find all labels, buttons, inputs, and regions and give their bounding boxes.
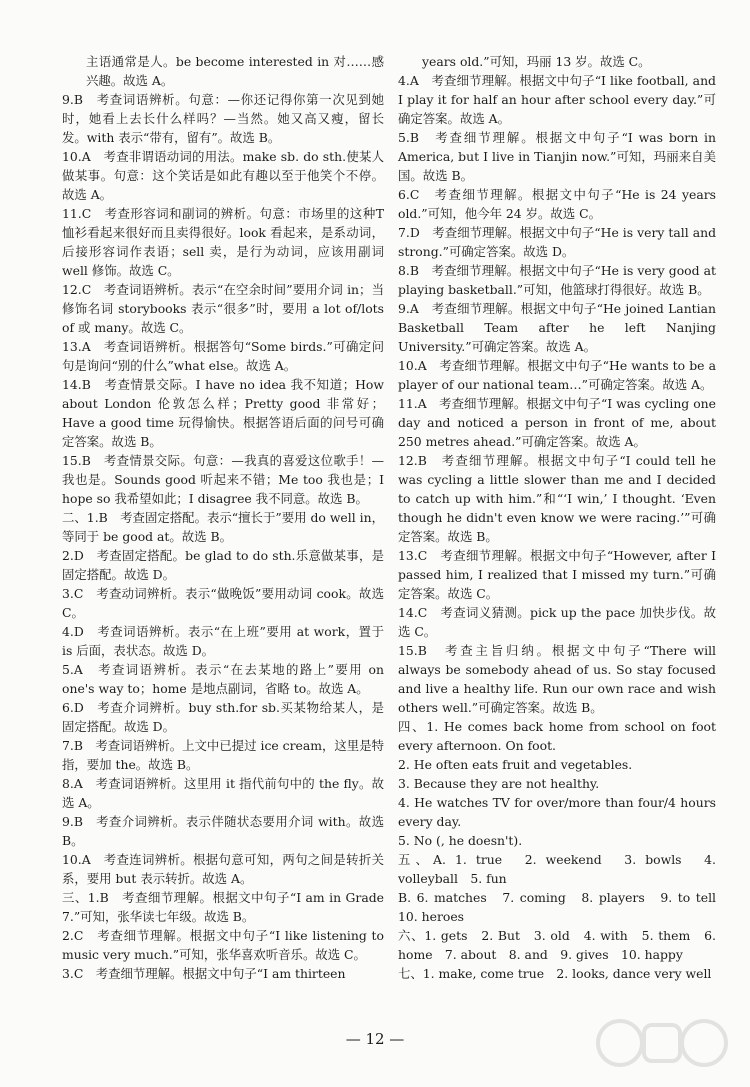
answer-entry	[62, 888, 384, 926]
answer-text: 主语通常是人。be become interested in 对……感兴趣。故选 A。	[86, 54, 384, 88]
right-column	[398, 52, 729, 983]
answer-text: 6.C 考查细节理解。根据文中句子“He is 24 years old.”可知，他今年 24 岁。故选 C。	[398, 187, 716, 221]
answer-entry	[398, 128, 716, 185]
watermark-logo	[592, 1015, 732, 1077]
answer-entry	[398, 774, 716, 793]
answer-entry	[398, 71, 716, 128]
answer-text: 13.A 考查词语辨析。根据答句“Some birds.”可确定问句是询问“别的什么”what else。故选 A。	[62, 339, 384, 373]
answer-text: 9.A 考查细节理解。根据文中句子“He joined Lantian Basketball Team after he left Nanjing University.”可确定答案。故选 A。	[398, 301, 716, 354]
answer-text: 10.A 考查连词辨析。根据句意可知，两句之间是转折关系，要用 but 表示转折。故选 A。	[62, 852, 384, 886]
answer-entry	[62, 280, 384, 337]
answer-text: 10.A 考查非谓语动词的用法。make sb. do sth.使某人做某事。句意：这个笑话是如此有趣以至于他笑个不停。故选 A。	[62, 149, 384, 202]
answer-entry	[398, 451, 716, 546]
answer-entry	[398, 546, 716, 603]
answer-entry	[398, 52, 716, 71]
answer-entry	[62, 622, 384, 660]
answer-text: 7.B 考查词语辨析。上文中已提过 ice cream，这里是特指，要加 the。故选 B。	[62, 738, 384, 772]
answer-text: 13.C 考查细节理解。根据文中句子“However, after I passed him, I realized that I missed my turn.”可确定答案。故选 C。	[398, 548, 716, 601]
answer-entry	[398, 356, 716, 394]
answer-text: 七、1. make, come true 2. looks, dance very well	[398, 966, 712, 981]
answer-entry	[62, 698, 384, 736]
answer-entry	[62, 964, 384, 983]
answer-entry	[62, 774, 384, 812]
answer-entry	[398, 964, 716, 983]
answer-entry	[62, 204, 384, 280]
answer-text: 3. Because they are not healthy.	[398, 776, 600, 791]
answer-text: 3.C 考查动词辨析。表示“做晚饭”要用动词 cook。故选 C。	[62, 586, 384, 620]
answer-text: 六、1. gets 2. But 3. old 4. with 5. them 6. home 7. about 8. and 9. gives 10. happy	[398, 928, 716, 962]
answer-entry	[398, 223, 716, 261]
answer-text: 4. He watches TV for over/more than four/4 hours every day.	[398, 795, 716, 829]
answer-text: 5.B 考查细节理解。根据文中句子“I was born in America, but I live in Tianjin now.”可知，玛丽来自美国。故选 B。	[398, 130, 716, 183]
answer-text: 15.B 考查主旨归纳。根据文中句子“There will always be somebody ahead of us. So stay focused and live a healthy life. Run our own race and wish others well.”可确定答案。故选 B。	[398, 643, 716, 715]
answer-entry	[398, 831, 716, 850]
answer-entry	[398, 185, 716, 223]
answer-text: 二、1.B 考查固定搭配。表示“擅长于”要用 do well in，等同于 be good at。故选 B。	[62, 510, 384, 544]
answer-text: 14.C 考查词义猜测。pick up the pace 加快步伐。故选 C。	[398, 605, 716, 639]
answer-text: 5. No (, he doesn't).	[398, 833, 523, 848]
answer-entry	[398, 793, 716, 831]
answer-text: 3.C 考查细节理解。根据文中句子“I am thirteen	[62, 966, 346, 981]
answer-entry	[398, 299, 716, 356]
answer-entry	[398, 603, 716, 641]
page-number: — 12 —	[345, 1030, 405, 1048]
answer-text: 10.A 考查细节理解。根据文中句子“He wants to be a player of our national team…”可确定答案。故选 A。	[398, 358, 716, 392]
answer-text: 15.B 考查情景交际。句意：—我真的喜爱这位歌手！—我也是。Sounds good 听起来不错；Me too 我也是；I hope so 我希望如此；I disagree 我不同意。故选 B。	[62, 453, 384, 506]
answer-text: B. 6. matches 7. coming 8. players 9. to tell 10. heroes	[398, 890, 729, 924]
answer-text: 5.A 考查词语辨析。表示“在去某地的路上”要用 on one's way to；home 是地点副词，省略 to。故选 A。	[62, 662, 384, 696]
answer-entry	[62, 584, 384, 622]
answer-text: 4.D 考查词语辨析。表示“在上班”要用 at work，置于 is 后面，表状态。故选 D。	[62, 624, 384, 658]
answer-text: years old.”可知，玛丽 13 岁。故选 C。	[422, 54, 651, 69]
answer-entry	[62, 147, 384, 204]
answer-text: 8.B 考查细节理解。根据文中句子“He is very good at playing basketball.”可知，他篮球打得很好。故选 B。	[398, 263, 716, 297]
answer-entry	[62, 375, 384, 451]
answer-text: 四、1. He comes back home from school on foot every afternoon. On foot.	[398, 719, 716, 753]
answer-entry	[62, 508, 384, 546]
answer-entry	[62, 90, 384, 147]
answer-entry	[398, 755, 716, 774]
answer-text: 三、1.B 考查细节理解。根据文中句子“I am in Grade 7.”可知，张华读七年级。故选 B。	[62, 890, 384, 924]
answer-entry	[62, 337, 384, 375]
answer-entry	[398, 717, 716, 755]
answer-entry	[62, 660, 384, 698]
answer-text: 2.D 考查固定搭配。be glad to do sth.乐意做某事，是固定搭配。故选 D。	[62, 548, 384, 582]
answer-entry	[62, 736, 384, 774]
answer-text: 4.A 考查细节理解。根据文中句子“I like football, and I play it for half an hour after school every day.”可确定答案。故选 A。	[398, 73, 716, 126]
answer-entry	[398, 394, 716, 451]
answer-entry	[398, 888, 729, 926]
answer-text: 11.C 考查形容词和副词的辨析。句意：市场里的这种T恤衫看起来很好而且卖得很好。look 看起来，是系动词，后接形容词作表语；sell 卖，是行为动词，应该用副词 well 修饰。故选 C。	[62, 206, 384, 278]
answer-text: 11.A 考查细节理解。根据文中句子“I was cycling one day and noticed a person in front of me, about 250 metres ahead.”可确定答案。故选 A。	[398, 396, 716, 449]
answer-entry	[62, 850, 384, 888]
answer-entry	[398, 850, 716, 888]
answer-entry	[62, 451, 384, 508]
answer-text: 12.B 考查细节理解。根据文中句子“I could tell he was cycling a little slower than me and I decided to catch up with him.”和“‘I win,’ I thought. ‘Even though he didn't even know we were racing.’”可确定答案。故选 B。	[398, 453, 716, 544]
answer-entry	[62, 52, 384, 90]
left-column	[62, 52, 384, 983]
answer-text: 2.C 考查细节理解。根据文中句子“I like listening to music very much.”可知，张华喜欢听音乐。故选 C。	[62, 928, 384, 962]
answer-text: 2. He often eats fruit and vegetables.	[398, 757, 633, 772]
answer-text: 9.B 考查介词辨析。表示伴随状态要用介词 with。故选 B。	[62, 814, 384, 848]
answer-text: 7.D 考查细节理解。根据文中句子“He is very tall and strong.”可确定答案。故选 D。	[398, 225, 716, 259]
answer-text: 9.B 考查词语辨析。句意：—你还记得你第一次见到她时，她看上去长什么样吗？—当然。她又高又瘦，留长发。with 表示“带有，留有”。故选 B。	[62, 92, 384, 145]
answer-entry	[398, 926, 716, 964]
answer-entry	[398, 641, 716, 717]
answer-text: 14.B 考查情景交际。I have no idea 我不知道；How about London 伦敦怎么样；Pretty good 非常好；Have a good time 玩得愉快。根据答语后面的问号可确定答案。故选 B。	[62, 377, 384, 449]
answer-text: 6.D 考查介词辨析。buy sth.for sb.买某物给某人，是固定搭配。故选 D。	[62, 700, 384, 734]
answer-entry	[62, 546, 384, 584]
answer-text: 8.A 考查词语辨析。这里用 it 指代前句中的 the fly。故选 A。	[62, 776, 384, 810]
answer-text: 12.C 考查词语辨析。表示“在空余时间”要用介词 in；当修饰名词 storybooks 表示“很多”时，要用 a lot of/lots of 或 many。故选 C。	[62, 282, 384, 335]
answer-text: 五、A. 1. true 2. weekend 3. bowls 4. volleyball 5. fun	[398, 852, 716, 886]
answer-entry	[62, 812, 384, 850]
answer-entry	[62, 926, 384, 964]
answer-entry	[398, 261, 716, 299]
